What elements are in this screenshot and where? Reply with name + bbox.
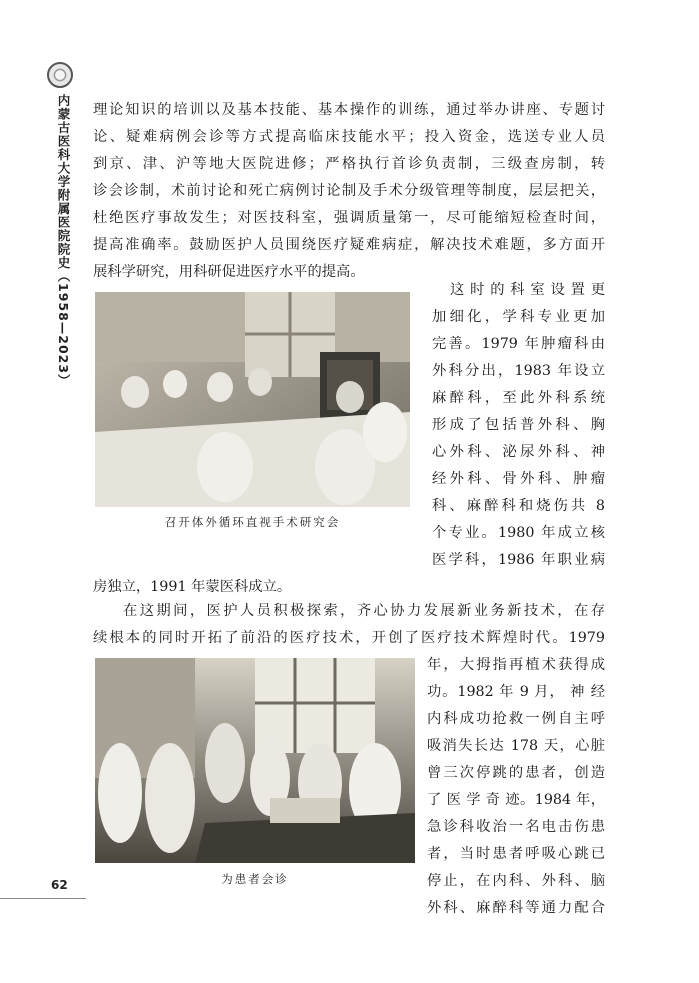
text-line: 房独立，1991 年蒙医科成立。 xyxy=(93,579,292,595)
text-line: 形成了包括普外科、胸 xyxy=(432,417,605,433)
page-number-rule xyxy=(0,898,86,899)
text-line: 在这期间，医护人员积极探索，齐心协力发展新业务新技术，在存 xyxy=(123,603,605,619)
text-line: 经外科、骨外科、肿瘤 xyxy=(432,471,605,487)
text-line: 展科学研究，用科研促进医疗水平的提高。 xyxy=(93,264,365,280)
text-line: 科、麻醉科和烧伤共 8 xyxy=(432,498,605,514)
text-line: 停止，在内科、外科、脑 xyxy=(427,873,605,889)
text-line: 心外科、泌尿外科、神 xyxy=(432,444,605,460)
text-line: 理论知识的培训以及基本技能、基本操作的训练，通过举办讲座、专题讨 xyxy=(93,102,605,118)
text-line: 年，大拇指再植术获得成 xyxy=(427,657,605,673)
text-line: 论、疑难病例会诊等方式提高临床技能水平；投入资金，选送专业人员 xyxy=(93,129,605,145)
text-line: 续根本的同时开拓了前沿的医疗技术，开创了医疗技术辉煌时代。1979 xyxy=(93,630,605,646)
text-line: 吸消失长达 178 天，心脏 xyxy=(427,738,605,754)
book-title-vertical: 内蒙古医科大学附属医院院史（1958—2023） xyxy=(56,94,71,388)
text-line: 麻醉科，至此外科系统 xyxy=(432,390,605,406)
text-line: 曾三次停跳的患者，创造 xyxy=(427,765,605,781)
text-line: 外科分出，1983 年设立 xyxy=(432,363,605,379)
text-line: 提高准确率。鼓励医护人员围绕医疗疑难病症，解决技术难题，多方面开 xyxy=(93,237,605,253)
text-line: 诊会诊制，术前讨论和死亡病例讨论制及手术分级管理等制度，层层把关， xyxy=(93,183,605,199)
university-emblem-icon xyxy=(47,62,73,88)
text-line: 加细化，学科专业更加 xyxy=(432,309,605,325)
photo-patient-consultation xyxy=(95,658,415,863)
text-line: 个专业。1980 年成立核 xyxy=(432,525,605,541)
photo-patient-consultation-image xyxy=(95,658,415,863)
text-line: 到京、津、沪等地大医院进修；严格执行首诊负责制，三级查房制，转 xyxy=(93,156,605,172)
text-line: 内科成功抢救一例自主呼 xyxy=(427,711,605,727)
photo-surgery-seminar-image xyxy=(95,292,410,507)
photo-2-caption: 为患者会诊 xyxy=(221,872,289,886)
text-line: 医学科，1986 年职业病 xyxy=(432,552,605,568)
photo-1-caption: 召开体外循环直视手术研究会 xyxy=(164,515,341,529)
text-line: 者，当时患者呼吸心跳已 xyxy=(427,846,605,862)
photo-surgery-seminar xyxy=(95,292,410,507)
text-line: 这时的科室设置更 xyxy=(450,282,605,298)
text-line: 杜绝医疗事故发生；对医技科室，强调质量第一，尽可能缩短检查时间， xyxy=(93,210,605,226)
text-line: 功。1982 年 9 月， 神 经 xyxy=(427,684,605,700)
sidebar xyxy=(0,0,92,983)
text-line: 完善。1979 年肿瘤科由 xyxy=(432,336,605,352)
text-line: 外科、麻醉科等通力配合 xyxy=(427,900,605,916)
page-number: 62 xyxy=(51,878,68,892)
text-line: 了 医 学 奇 迹。1984 年， xyxy=(427,792,605,808)
text-line: 急诊科收治一名电击伤患 xyxy=(427,819,605,835)
